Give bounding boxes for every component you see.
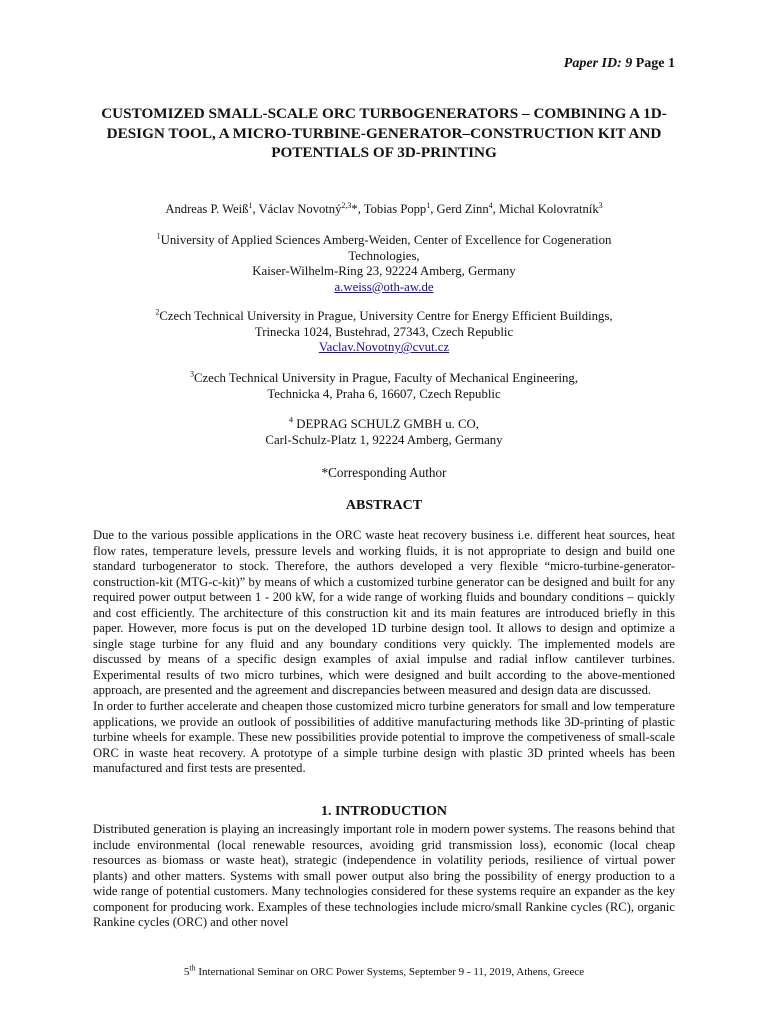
author: Michal Kolovratník$^3$ — [498, 200, 603, 216]
author: Tobias Popp$^1$, — [363, 200, 437, 216]
affiliation-2: $^2$Czech Technical University in Prague, University Centre for Energy Efficient Buildings, Trinecka 1024, Bustehrad, 27343, Czech Republic Vaclav.Novotny@cvut.cz — [155, 307, 613, 354]
affiliation-4: $^4$ DEPRAG SCHULZ GMBH u. CO, Carl-Schulz-Platz 1, 92224 Amberg, Germany — [265, 415, 503, 447]
author: Gerd Zinn$^4$, — [436, 200, 499, 216]
abstract-heading: ABSTRACT — [345, 498, 423, 513]
introduction-heading: 1. INTRODUCTION — [320, 804, 447, 819]
author: Andreas P. Weiß$^1$, — [165, 200, 259, 216]
abstract-paragraph: In order to further accelerate and cheapen those customized micro turbine generators for small and low temperature applications, we provide an outlook of possibilities of additive manufacturing methods like 3D-printing of plastic turbine wheels for example. These new possibilities provide potential to improve the competiveness of small-scale ORC in waste heat recovery. A prototype of a simple turbine design with plastic 3D printed wheels has been manufactured and first tests are presented. — [93, 699, 675, 776]
email-link[interactable]: a.weiss@oth-aw.de — [334, 279, 434, 294]
email-link[interactable]: Vaclav.Novotny@cvut.cz — [318, 340, 450, 354]
paper-id-label: Paper ID: 9 — [563, 56, 633, 71]
author: Václav Novotný$^{2,3}$*, — [258, 200, 364, 216]
introduction-paragraph: Distributed generation is playing an increasingly important role in modern power systems. The reasons behind that include environmental (local renewable resources, avoiding grid transmission loss), economic (local cheap resources as biomass or waste heat), strategic (independence in volatility periods, resilience of virtual power plants) and other matters. Systems with small power output also bring the possibility of energy production to a wide range of potential customers. Many technologies considered for these systems require an expander as the key component for producing work. Examples of these technologies include micro/small Rankine cycles (RC), organic Rankine cycles (ORC) and other novel — [93, 822, 675, 930]
abstract-body — [93, 528, 675, 777]
paper-title: CUSTOMIZED SMALL-SCALE ORC TURBOGENERATORS – COMBINING A 1D-DESIGN TOOL, A MICRO-TURBINE-GENERATOR–CONSTRUCTION KIT AND POTENTIALS OF 3D-PRINTING — [101, 105, 667, 161]
page-footer: 5th International Seminar on ORC Power Systems, September 9 - 11, 2019, Athens, Greece — [183, 963, 585, 978]
author-list — [80, 202, 688, 217]
paper-id-header — [564, 56, 675, 72]
corresponding-author-note: *Corresponding Author — [321, 465, 447, 480]
affiliation-1: $^1$University of Applied Sciences Amberg-Weiden, Center of Excellence for Cogeneration Technologies, Kaiser-Wilhelm-Ring 23, 92224 Amberg, Germany a.weiss@oth-aw.de — [156, 231, 612, 294]
abstract-paragraph: Due to the various possible applications in the ORC waste heat recovery business i.e. different heat sources, heat flow rates, temperature levels, pressure levels and working fluids, it is not appropriate to design and build one standard turbogenerator to stock. Therefore, the authors developed a very flexible “micro-turbine-generator-construction-kit (MTG-c-kit)” by means of which a customized turbine generator can be designed and built for any required power output between 1 - 200 kW, for a wide range of working fluids and boundary conditions – quickly and cost efficiently. The architecture of this construction kit and its main features are introduced briefly in this paper. However, more focus is put on the developed 1D turbine design tool. It allows to design and optimize a single stage turbine for any fluid and any boundary conditions very quickly. The implemented models are discussed by means of a specific design examples of axial impulse and radial inflow cantilever turbines. Experimental results of two micro turbines, which were designed and built according to the above-mentioned approach, are presented and the agreement and discrepancies between measured and design data are discussed. — [93, 528, 675, 698]
page-number: Page 1 — [635, 56, 675, 71]
affiliation-3: $^3$Czech Technical University in Prague, Faculty of Mechanical Engineering, Technicka 4, Praha 6, 16607, Czech Republic — [189, 369, 579, 401]
introduction-body — [93, 822, 675, 931]
